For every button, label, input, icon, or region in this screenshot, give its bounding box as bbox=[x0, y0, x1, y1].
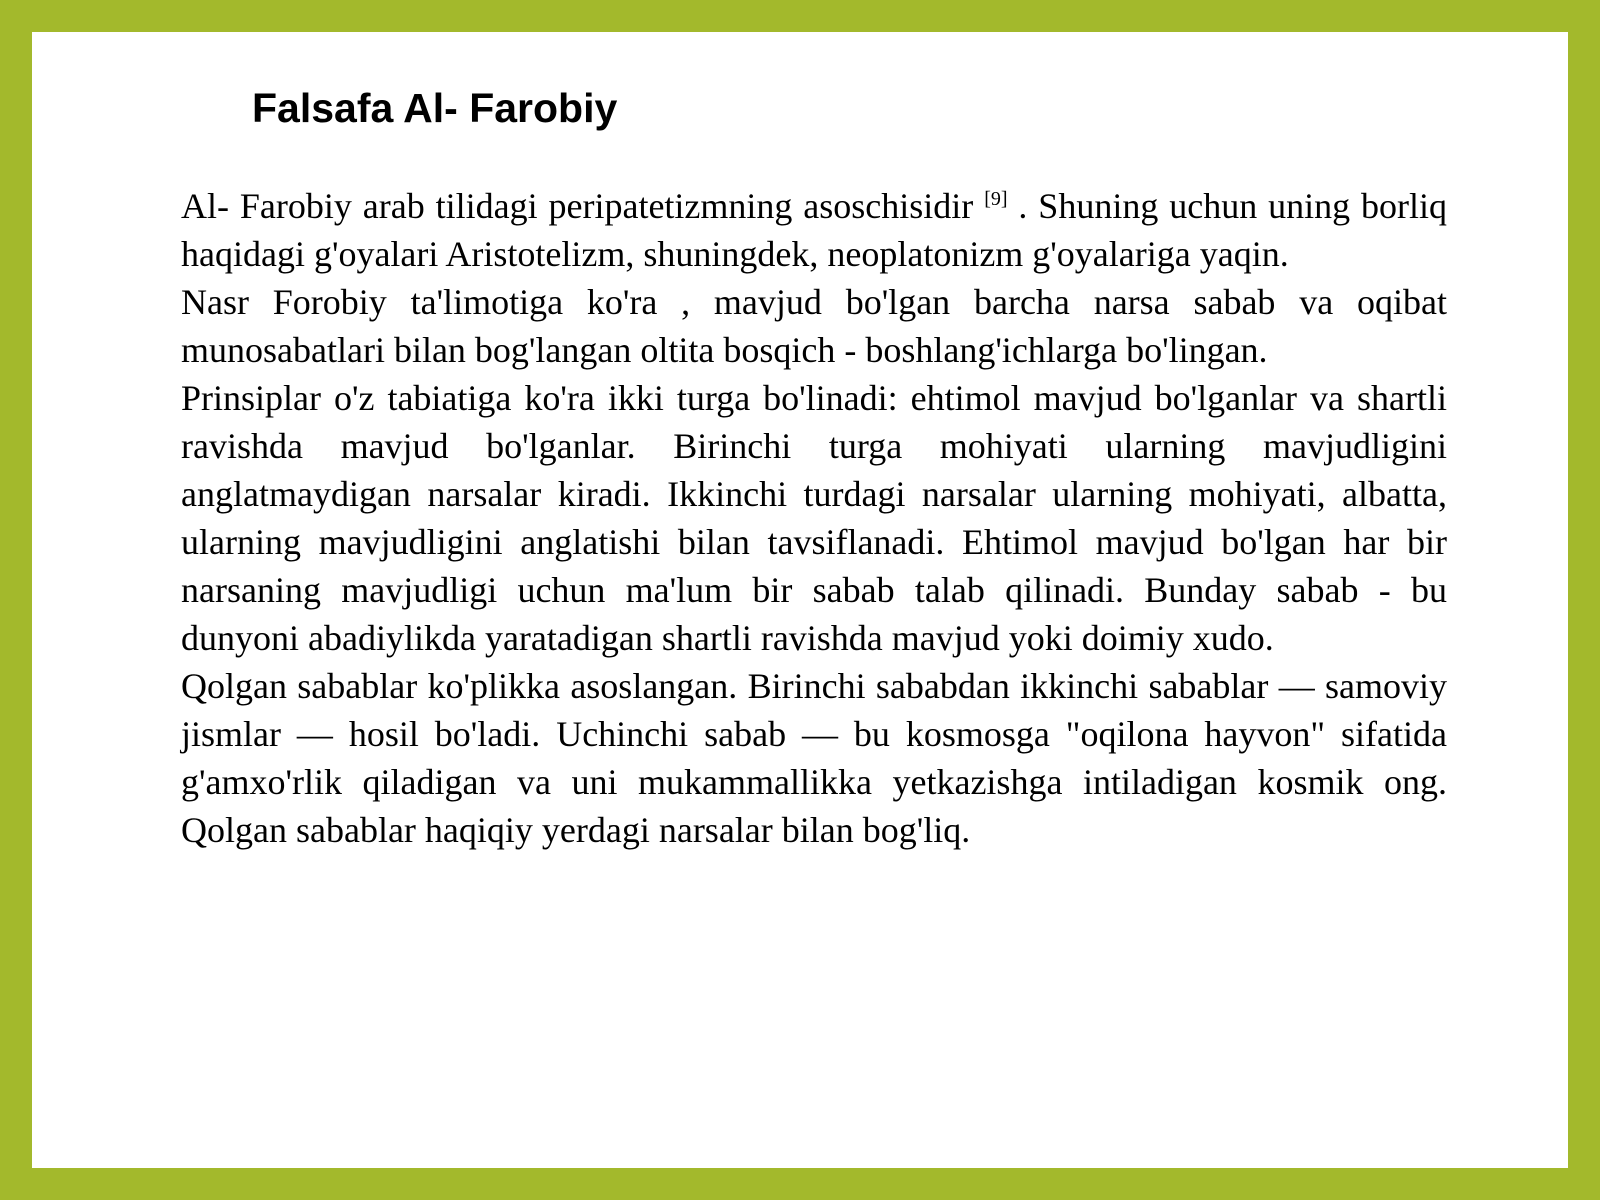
footnote-reference: [9] bbox=[984, 188, 1008, 210]
slide-title: Falsafa Al- Farobiy bbox=[252, 85, 618, 131]
paragraph-3: Prinsiplar o'z tabiatiga ko'ra ikki turga bo'linadi: ehtimol mavjud bo'lganlar va shartli ravishda mavjud bo'lganlar. Birinchi turga mohiyati ularning mavjudligini anglatmaydigan narsalar kiradi. Ikkinchi turdagi narsalar ularning mohiyati, albatta, ularning mavjudligini anglatishi bilan tavsiflanadi. Ehtimol mavjud bo'lgan har bir narsaning mavjudligi uchun ma'lum bir sabab talab qilinadi. Bunday sabab - bu dunyoni abadiylikda yaratadigan shartli ravishda mavjud yoki doimiy xudo. bbox=[181, 378, 1447, 658]
slide-body bbox=[181, 182, 1447, 854]
paragraph-1-continuation: . Shuning uchun uning borliq haqidagi g'oyalari Aristotelizm, shuningdek, neoplatonizm g'oyalariga yaqin. bbox=[181, 186, 1447, 274]
slide bbox=[32, 32, 1568, 1168]
paragraph-4: Qolgan sabablar ko'plikka asoslangan. Birinchi sababdan ikkinchi sabablar — samoviy jismlar — hosil bo'ladi. Uchinchi sabab — bu kosmosga "oqilona hayvon" sifatida g'amxo'rlik qiladigan va uni mukammallikka yetkazishga intiladigan kosmik ong. Qolgan sabablar haqiqiy yerdagi narsalar bilan bog'liq. bbox=[181, 666, 1447, 850]
paragraph-2: Nasr Forobiy ta'limotiga ko'ra , mavjud bo'lgan barcha narsa sabab va oqibat munosabatlari bilan bog'langan oltita bosqich - boshlang'ichlarga bo'lingan. bbox=[181, 282, 1447, 370]
paragraph-1-text: Al- Farobiy arab tilidagi peripatetizmning asoschisidir bbox=[181, 186, 985, 226]
paragraph-1 bbox=[181, 182, 1447, 278]
